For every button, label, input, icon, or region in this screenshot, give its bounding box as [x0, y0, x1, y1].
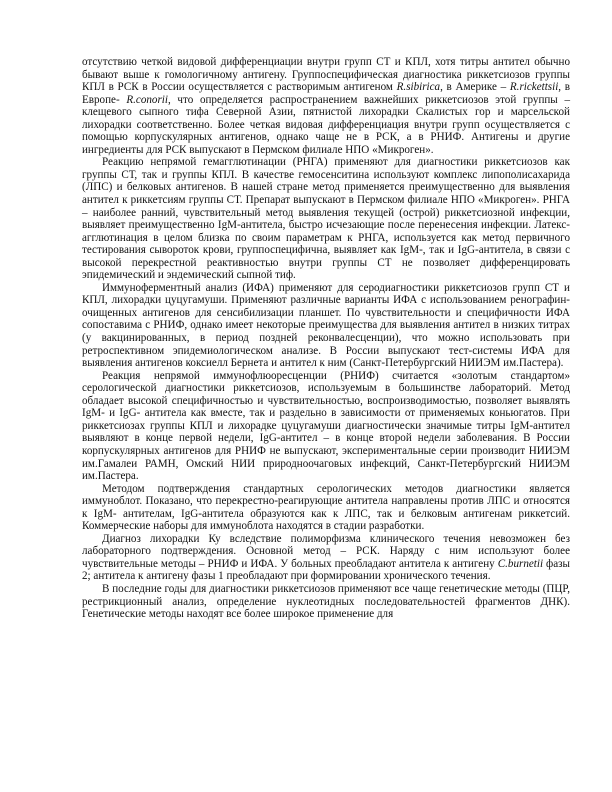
species-name: C.burnetii — [497, 557, 544, 570]
species-name: R.conorii — [126, 93, 168, 106]
paragraph-5 — [82, 483, 570, 533]
text-run: , что определяется распространением важнейших риккетсиозов этой группы – клещевого сыпного тифа Северной Азии, пятнистой лихорадки Скалистых гор и марсельской лихорадки соответственно. Более четкая видовая дифференциация внутри групп осуществляется с помощью корпускулярных антигенов, однако чаще не в РСК, а в РНИФ. Антигены и другие ингредиенты для РСК выпускают в Пермском филиале НПО «Микроген». — [82, 93, 570, 156]
text-run: Методом подтверждения стандартных серологических методов диагностики является иммуноблот. Показано, что перекрестно-реагирующие антитела направлены против ЛПС и относятся к IgM- антителам, IgG-антитела образуются как к ЛПС, так и белковым антигенам риккетсий. Коммерческие наборы для иммуноблота находятся в стадии разработки. — [82, 482, 570, 533]
species-name: R.sibirica — [396, 81, 441, 94]
text-run: Иммуноферментный анализ (ИФА) применяют для серодиагностики риккетсиозов групп СТ и КПЛ, лихорадки цуцугамуши. Применяют различные варианты ИФА с использованием ренографин-очищенных антигенов для сенсибилизации планшет. По чувствительности и специфичности ИФА сопоставима с РНИФ, однако имеет некоторые преимущества для выявления антител в низких титрах (у вакцинированных, в период поздней реконвалесценции), что можно использовать при ретроспективном эпидемиологическом анализе. В России выпускают тест-системы ИФА для выявления антигенов коксиелл Бернета и антител к ним (Санкт-Петербургский НИИЭМ им.Пастера). — [82, 281, 570, 370]
species-name: R.rickettsii — [509, 81, 559, 94]
paragraph-1 — [82, 56, 570, 156]
paragraph-3 — [82, 282, 570, 370]
text-run: Реакцию непрямой гемагглютинации (РНГА) применяют для диагностики риккетсиозов как группы СТ, так и группы КПЛ. В качестве гемосенситина используют комплекс липополисахарида (ЛПС) и белковых антигенов. В нашей стране метод применяется преимущественно для выявления антител к риккетсиям группы СТ. Препарат выпускают в Пермском филиале НПО «Микроген». РНГА – наиболее ранний, чувствительный метод выявления текущей (острой) риккетсиозной инфекции, выявляет преимущественно IgM-антитела, быстро исчезающие после перенесения инфекции. Латекс-агглютинация в целом близка по своим параметрам к РНГА, используется как метод первичного тестирования сывороток крови, группоспецифична, выявляет как IgM-, так и IgG-антитела, в связи с высокой перекрестной реактивностью внутри группы СТ не позволяет дифференцировать эпидемический и эндемический сыпной тиф. — [82, 156, 570, 282]
paragraph-7 — [82, 583, 570, 621]
text-run: , в Европе- — [82, 81, 570, 106]
text-run: Диагноз лихорадки Ку вследствие полиморфизма клинического течения невозможен без лабораторного подтверждения. Основной метод – РСК. Наряду с ним используют более чувствительные методы – РНИФ и ИФА. У больных преобладают антитела к антигену — [82, 532, 570, 570]
text-run: , в Америке – — [440, 81, 510, 94]
text-run: Реакция непрямой иммунофлюоресценции (РНИФ) считается «золотым стандартом» серологической диагностики риккетсиозов, используемым в большинстве лабораторий. Метод обладает высокой специфичностью и чувствительностью, воспроизводимостью, позволяет выявлять IgM- и IgG- антитела как вместе, так и раздельно в зависимости от применяемых коньюгатов. При риккетсиозах группы КПЛ и лихорадке цуцугамуши диагностически значимые титры IgM-антител выявляют в конце первой недели, IgG-антител – в конце второй недели заболевания. В России корпускулярных антигенов для РНИФ не выпускают, экспериментальные серии производит НИИЭМ им.Гамалеи РАМН, Омский НИИ природноочаговых инфекций, Санкт-Петербургский НИИЭМ им.Пастера. — [82, 369, 570, 483]
paragraph-2 — [82, 156, 570, 281]
text-run: фазы 2; антитела к антигену фазы 1 преобладают при формировании хронического течения. — [82, 557, 570, 583]
paragraph-4 — [82, 370, 570, 483]
document-page — [82, 56, 570, 621]
text-run: отсутствию четкой видовой дифференциации внутри групп СТ и КПЛ, хотя титры антител обычно бывают выше к гомологичному антигену. Группоспецифическая диагностика риккетсиозов группы КПЛ в РСК в России осуществляется с растворимым антигеном — [82, 56, 570, 94]
text-run: В последние годы для диагностики риккетсиозов применяют все чаще генетические методы (ПЦР, рестрикционный анализ, определение нуклеотидных последовательностей фрагментов ДНК). Генетические методы находят все более широкое применение для — [82, 582, 570, 621]
paragraph-6 — [82, 533, 570, 583]
